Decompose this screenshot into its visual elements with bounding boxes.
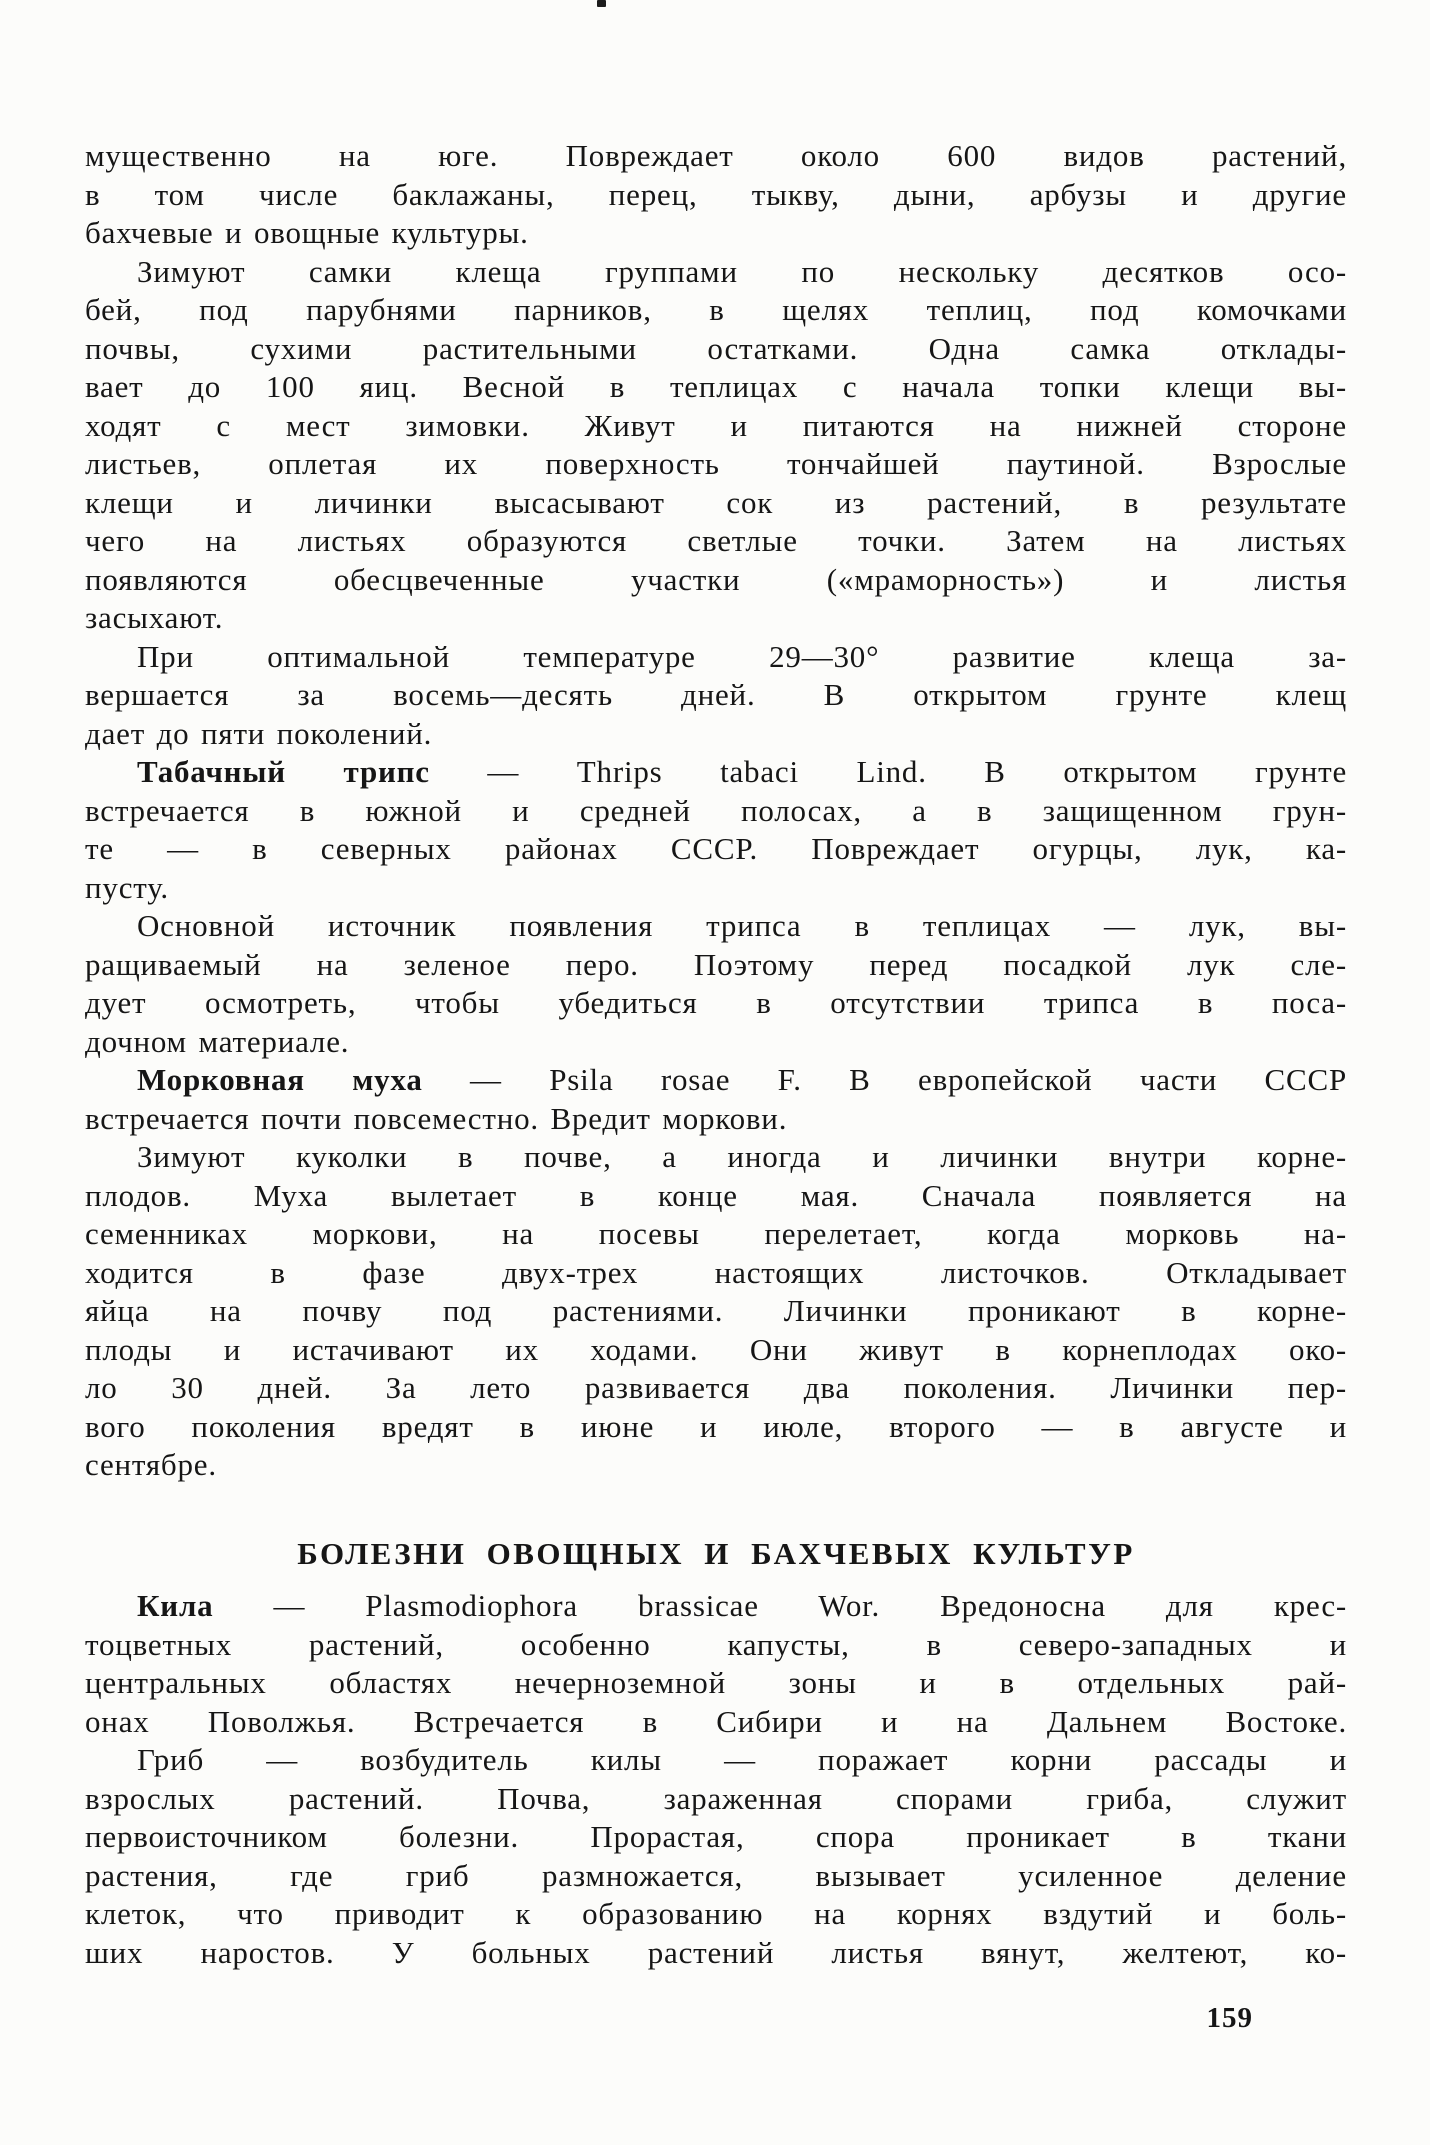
paragraph	[85, 1138, 1347, 1485]
paragraph	[85, 137, 1347, 253]
pest-name-bold: Табачный трипс	[137, 754, 430, 789]
text-line: Зимуют самки клеща группами по нескольку десятков осо-	[137, 253, 1347, 289]
text-line: онах Поволжья. Встречается в Сибири и на Дальнем Востоке.	[85, 1703, 1347, 1739]
text-line	[85, 1587, 1347, 1626]
text-line: Зимуют куколки в почве, а иногда и личинки внутри корне-	[137, 1139, 1347, 1174]
text-line: бей, под парубнями парников, в щелях теплиц, под комочками	[85, 292, 1347, 327]
text-line: ращиваемый на зеленое перо. Поэтому перед посадкой лук сле-	[85, 946, 1347, 982]
paragraph	[85, 907, 1347, 1061]
section-heading: БОЛЕЗНИ ОВОЩНЫХ И БАХЧЕВЫХ КУЛЬТУР	[297, 1535, 1135, 1571]
text-line: встречается почти повсеместно. Вредит моркови.	[85, 1100, 788, 1136]
text-line: дочном материале.	[85, 1023, 350, 1059]
text-line: тоцветных растений, особенно капусты, в северо-западных и	[85, 1626, 1347, 1662]
paragraph-tobacco-thrips	[85, 753, 1347, 907]
paragraph-clubroot	[85, 1587, 1347, 1741]
text-line: появляются обесцвеченные участки («мраморность») и листья	[85, 561, 1347, 597]
text-line: дает до пяти поколений.	[85, 715, 433, 751]
text-line-rest: — Thrips tabaci Lind. В открытом грунте	[429, 754, 1348, 789]
text-line: засыхают.	[85, 600, 224, 635]
paragraph-carrot-fly	[85, 1061, 1347, 1138]
text-line: вершается за восемь—десять дней. В открытом грунте клещ	[85, 677, 1347, 712]
paragraph	[85, 638, 1347, 754]
text-line: в том числе баклажаны, перец, тыкву, дыни, арбузы и другие	[85, 176, 1347, 212]
text-line: центральных областях нечерноземной зоны и в отдельных рай-	[85, 1665, 1347, 1700]
text-block	[85, 137, 1347, 1972]
text-line: мущественно на юге. Повреждает около 600 видов растений,	[85, 138, 1347, 173]
text-line: те — в северных районах СССР. Повреждает огурцы, лук, ка-	[85, 831, 1347, 866]
text-line: плоды и истачивают их ходами. Они живут в корнеплодах око-	[85, 1331, 1347, 1367]
text-line: Основной источник появления трипса в теплицах — лук, вы-	[137, 908, 1347, 943]
text-line: бахчевые и овощные культуры.	[85, 215, 529, 250]
text-line: дует осмотреть, чтобы убедиться в отсутствии трипса в поса-	[85, 985, 1347, 1020]
text-line-rest: — Psila rosae F. В европейской части СССР	[422, 1062, 1347, 1097]
text-line	[85, 1061, 1347, 1100]
text-line-rest: — Plasmodiophora brassicae Wor. Вредоносна для крес-	[213, 1588, 1347, 1623]
text-line: первоисточником болезни. Прорастая, спора проникает в ткани	[85, 1819, 1347, 1854]
text-line: ходится в фазе двух-трех настоящих листочков. Откладывает	[85, 1254, 1347, 1290]
text-line: сентябре.	[85, 1447, 217, 1482]
text-line: ших наростов. У больных растений листья вянут, желтеют, ко-	[85, 1934, 1347, 1970]
text-line: вого поколения вредят в июне и июле, второго — в августе и	[85, 1408, 1347, 1444]
text-line: ло 30 дней. За лето развивается два поколения. Личинки пер-	[85, 1370, 1347, 1405]
text-line: почвы, сухими растительными остатками. Одна самка отклады-	[85, 330, 1347, 366]
pest-name-bold: Морковная муха	[137, 1062, 423, 1097]
text-line: пусту.	[85, 869, 169, 905]
scan-artifact	[597, 0, 606, 7]
paragraph	[85, 1741, 1347, 1972]
text-line: растения, где гриб размножается, вызывает усиленное деление	[85, 1857, 1347, 1893]
text-line: встречается в южной и средней полосах, а в защищенном грун-	[85, 792, 1347, 828]
text-line: чего на листьях образуются светлые точки. Затем на листьях	[85, 523, 1347, 558]
text-line: взрослых растений. Почва, зараженная спорами гриба, служит	[85, 1780, 1347, 1816]
text-line: яйца на почву под растениями. Личинки проникают в корне-	[85, 1293, 1347, 1328]
text-line: листьев, оплетая их поверхность тончайшей паутиной. Взрослые	[85, 446, 1347, 481]
text-line: При оптимальной температуре 29—30° развитие клеща за-	[137, 638, 1347, 674]
paragraph	[85, 253, 1347, 638]
text-line: плодов. Муха вылетает в конце мая. Сначала появляется на	[85, 1177, 1347, 1213]
text-line: вает до 100 яиц. Весной в теплицах с начала топки клещи вы-	[85, 369, 1347, 404]
text-line: ходят с мест зимовки. Живут и питаются на нижней стороне	[85, 407, 1347, 443]
disease-name-bold: Кила	[137, 1588, 214, 1623]
text-line: Гриб — возбудитель килы — поражает корни рассады и	[137, 1742, 1347, 1777]
page-number: 159	[1206, 2002, 1253, 2034]
text-line	[85, 753, 1347, 792]
text-line: семенниках моркови, на посевы перелетает, когда морковь на-	[85, 1216, 1347, 1251]
text-line: клеток, что приводит к образованию на корнях вздутий и боль-	[85, 1896, 1347, 1931]
text-line: клещи и личинки высасывают сок из растений, в результате	[85, 484, 1347, 520]
